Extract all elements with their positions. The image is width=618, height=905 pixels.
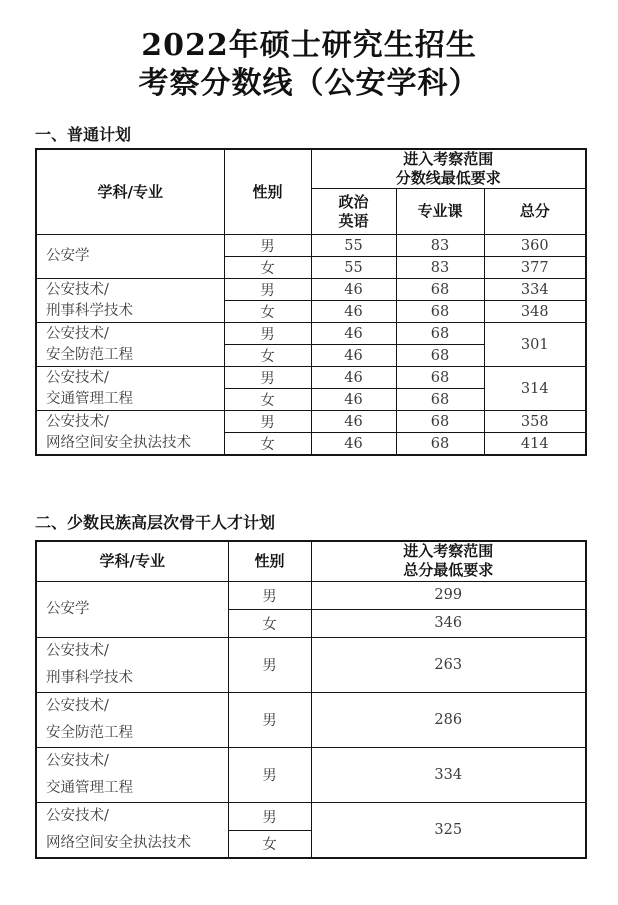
gender-cell: 女 [228, 830, 311, 858]
column-header-gender: 性别 [228, 541, 311, 581]
gender-cell: 男 [224, 367, 311, 389]
gender-cell: 男 [224, 411, 311, 433]
total-score: 377 [484, 257, 586, 279]
gender-cell: 男 [228, 637, 311, 692]
subject-line: 公安学 [46, 248, 90, 264]
gender-cell: 女 [228, 609, 311, 637]
subject-line: 网络空间安全执法技术 [46, 434, 191, 451]
gender-cell: 女 [224, 345, 311, 367]
column-header-range-line1: 进入考察范围 [403, 150, 494, 168]
gender-cell: 男 [224, 323, 311, 345]
total-score: 414 [484, 433, 586, 456]
table-row [36, 692, 586, 747]
total-score: 360 [484, 235, 586, 257]
politics-english-score: 46 [311, 389, 396, 411]
politics-english-score: 46 [311, 367, 396, 389]
minority-plan-table [35, 540, 587, 859]
subject-line: 刑事科学技术 [46, 302, 133, 319]
subject-line: 网络空间安全执法技术 [46, 834, 191, 851]
subject-cell [36, 802, 228, 858]
column-header-subject: 学科/专业 [36, 149, 224, 235]
table-row [36, 367, 586, 389]
subject-line: 公安技术/ [46, 752, 109, 769]
politics-english-score: 46 [311, 411, 396, 433]
major-course-score: 68 [396, 345, 484, 367]
table-row [36, 279, 586, 301]
column-header-politics-line2: 英语 [338, 211, 369, 230]
general-plan-table [35, 148, 587, 456]
politics-english-score: 46 [311, 433, 396, 456]
subject-cell [36, 747, 228, 802]
section-heading-general-plan: 一、普通计划 [35, 125, 132, 144]
column-header-subject: 学科/专业 [36, 541, 228, 581]
subject-cell [36, 692, 228, 747]
subject-cell [36, 323, 224, 367]
politics-english-score: 55 [311, 257, 396, 279]
politics-english-score: 46 [311, 345, 396, 367]
gender-cell: 男 [224, 279, 311, 301]
major-course-score: 68 [396, 301, 484, 323]
total-score: 346 [311, 609, 586, 637]
page-title-line1: 2022年硕士研究生招生 [141, 28, 477, 63]
table-row [36, 747, 586, 802]
subject-cell [36, 279, 224, 323]
gender-cell: 男 [228, 802, 311, 830]
subject-line: 交通管理工程 [46, 779, 133, 796]
page-title [0, 27, 618, 103]
major-course-score: 68 [396, 411, 484, 433]
gender-cell: 男 [228, 692, 311, 747]
subject-line: 公安技术/ [46, 369, 109, 386]
gender-cell: 女 [224, 257, 311, 279]
total-score: 263 [311, 637, 586, 692]
total-score: 334 [311, 747, 586, 802]
total-score: 358 [484, 411, 586, 433]
column-header-total-score: 总分 [484, 189, 586, 235]
politics-english-score: 46 [311, 279, 396, 301]
subject-line: 公安技术/ [46, 642, 109, 659]
column-header-politics-english [311, 189, 396, 235]
table-row [36, 323, 586, 345]
major-course-score: 83 [396, 235, 484, 257]
subject-cell [36, 411, 224, 456]
total-score-merged: 325 [311, 802, 586, 858]
subject-cell [36, 581, 228, 637]
gender-cell: 女 [224, 389, 311, 411]
column-header-range-line1: 进入考察范围 [403, 542, 494, 561]
subject-line: 公安技术/ [46, 413, 109, 430]
section-heading-minority-plan: 二、少数民族高层次骨干人才计划 [35, 513, 276, 532]
total-score: 334 [484, 279, 586, 301]
subject-line: 公安技术/ [46, 281, 109, 298]
total-score: 299 [311, 581, 586, 609]
gender-cell: 女 [224, 433, 311, 456]
major-course-score: 68 [396, 433, 484, 456]
subject-line: 交通管理工程 [46, 390, 133, 407]
column-header-range-line2: 总分最低要求 [403, 561, 494, 580]
table-row [36, 411, 586, 433]
table-row [36, 637, 586, 692]
gender-cell: 女 [224, 301, 311, 323]
subject-line: 公安技术/ [46, 807, 109, 824]
subject-cell [36, 235, 224, 279]
total-score-merged: 314 [484, 367, 586, 411]
subject-line: 安全防范工程 [46, 346, 133, 363]
subject-line: 公安技术/ [46, 697, 109, 714]
subject-line: 安全防范工程 [46, 724, 133, 741]
politics-english-score: 46 [311, 323, 396, 345]
total-score: 286 [311, 692, 586, 747]
page-title-line2: 考察分数线（公安学科） [138, 66, 480, 101]
politics-english-score: 46 [311, 301, 396, 323]
subject-cell [36, 637, 228, 692]
column-header-range [311, 149, 586, 189]
major-course-score: 68 [396, 367, 484, 389]
table-row [36, 802, 586, 830]
column-header-politics-line1: 政治 [338, 192, 369, 211]
gender-cell: 男 [224, 235, 311, 257]
subject-line: 公安技术/ [46, 325, 109, 342]
column-header-range [311, 541, 586, 581]
gender-cell: 男 [228, 581, 311, 609]
gender-cell: 男 [228, 747, 311, 802]
subject-cell [36, 367, 224, 411]
major-course-score: 68 [396, 389, 484, 411]
table-row [36, 581, 586, 609]
politics-english-score: 55 [311, 235, 396, 257]
table-row [36, 235, 586, 257]
major-course-score: 68 [396, 323, 484, 345]
table-header-row [36, 149, 586, 189]
table-header-row [36, 541, 586, 581]
major-course-score: 83 [396, 257, 484, 279]
total-score: 348 [484, 301, 586, 323]
column-header-major-course: 专业课 [396, 189, 484, 235]
column-header-range-line2: 分数线最低要求 [395, 169, 501, 187]
total-score-merged: 301 [484, 323, 586, 367]
subject-line: 公安学 [46, 600, 90, 617]
subject-line: 刑事科学技术 [46, 669, 133, 686]
major-course-score: 68 [396, 279, 484, 301]
column-header-gender: 性别 [224, 149, 311, 235]
